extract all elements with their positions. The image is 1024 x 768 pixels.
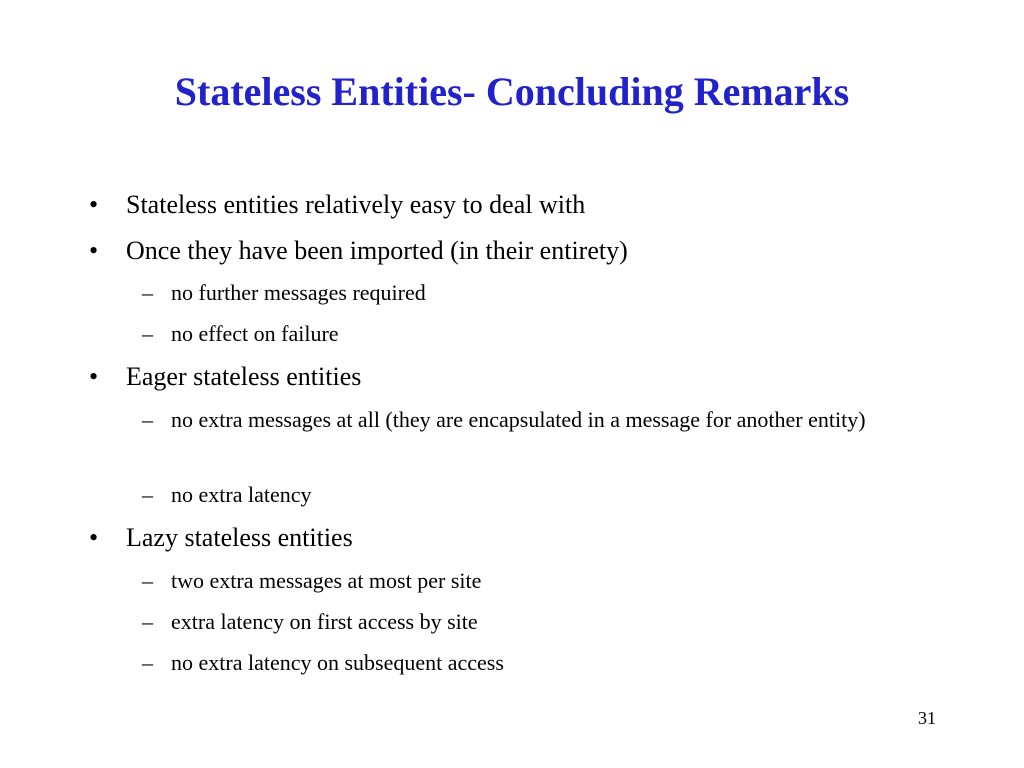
sub-bullet-text: no effect on failure bbox=[171, 321, 339, 346]
sub-bullet-text: no extra messages at all (they are encapsulated in a message for another entity) bbox=[171, 407, 866, 432]
sub-bullet-marker: – bbox=[142, 609, 153, 634]
sub-bullet-marker: – bbox=[142, 321, 153, 346]
bullet-text: Lazy stateless entities bbox=[126, 523, 353, 552]
page-number: 31 bbox=[918, 708, 936, 728]
bullet-text: Stateless entities relatively easy to deal with bbox=[126, 190, 586, 219]
bullet-marker: • bbox=[89, 362, 99, 391]
bullet-text: Once they have been imported (in their entirety) bbox=[126, 236, 628, 265]
sub-bullet-text: two extra messages at most per site bbox=[171, 568, 482, 593]
bullet-marker: • bbox=[89, 523, 99, 552]
sub-bullet-text: no extra latency on subsequent access bbox=[171, 650, 504, 675]
sub-bullet-text: no extra latency bbox=[171, 482, 312, 507]
slide-title: Stateless Entities- Concluding Remarks bbox=[174, 69, 850, 114]
sub-bullet-marker: – bbox=[142, 650, 153, 675]
sub-bullet-marker: – bbox=[142, 482, 153, 507]
sub-bullet-text: no further messages required bbox=[171, 280, 426, 305]
sub-bullet-marker: – bbox=[142, 407, 153, 432]
sub-bullet-text: extra latency on first access by site bbox=[171, 609, 478, 634]
sub-bullet-marker: – bbox=[142, 280, 153, 305]
sub-bullet-marker: – bbox=[142, 568, 153, 593]
bullet-text: Eager stateless entities bbox=[126, 362, 362, 391]
bullet-marker: • bbox=[89, 236, 99, 265]
bullet-marker: • bbox=[89, 190, 99, 219]
